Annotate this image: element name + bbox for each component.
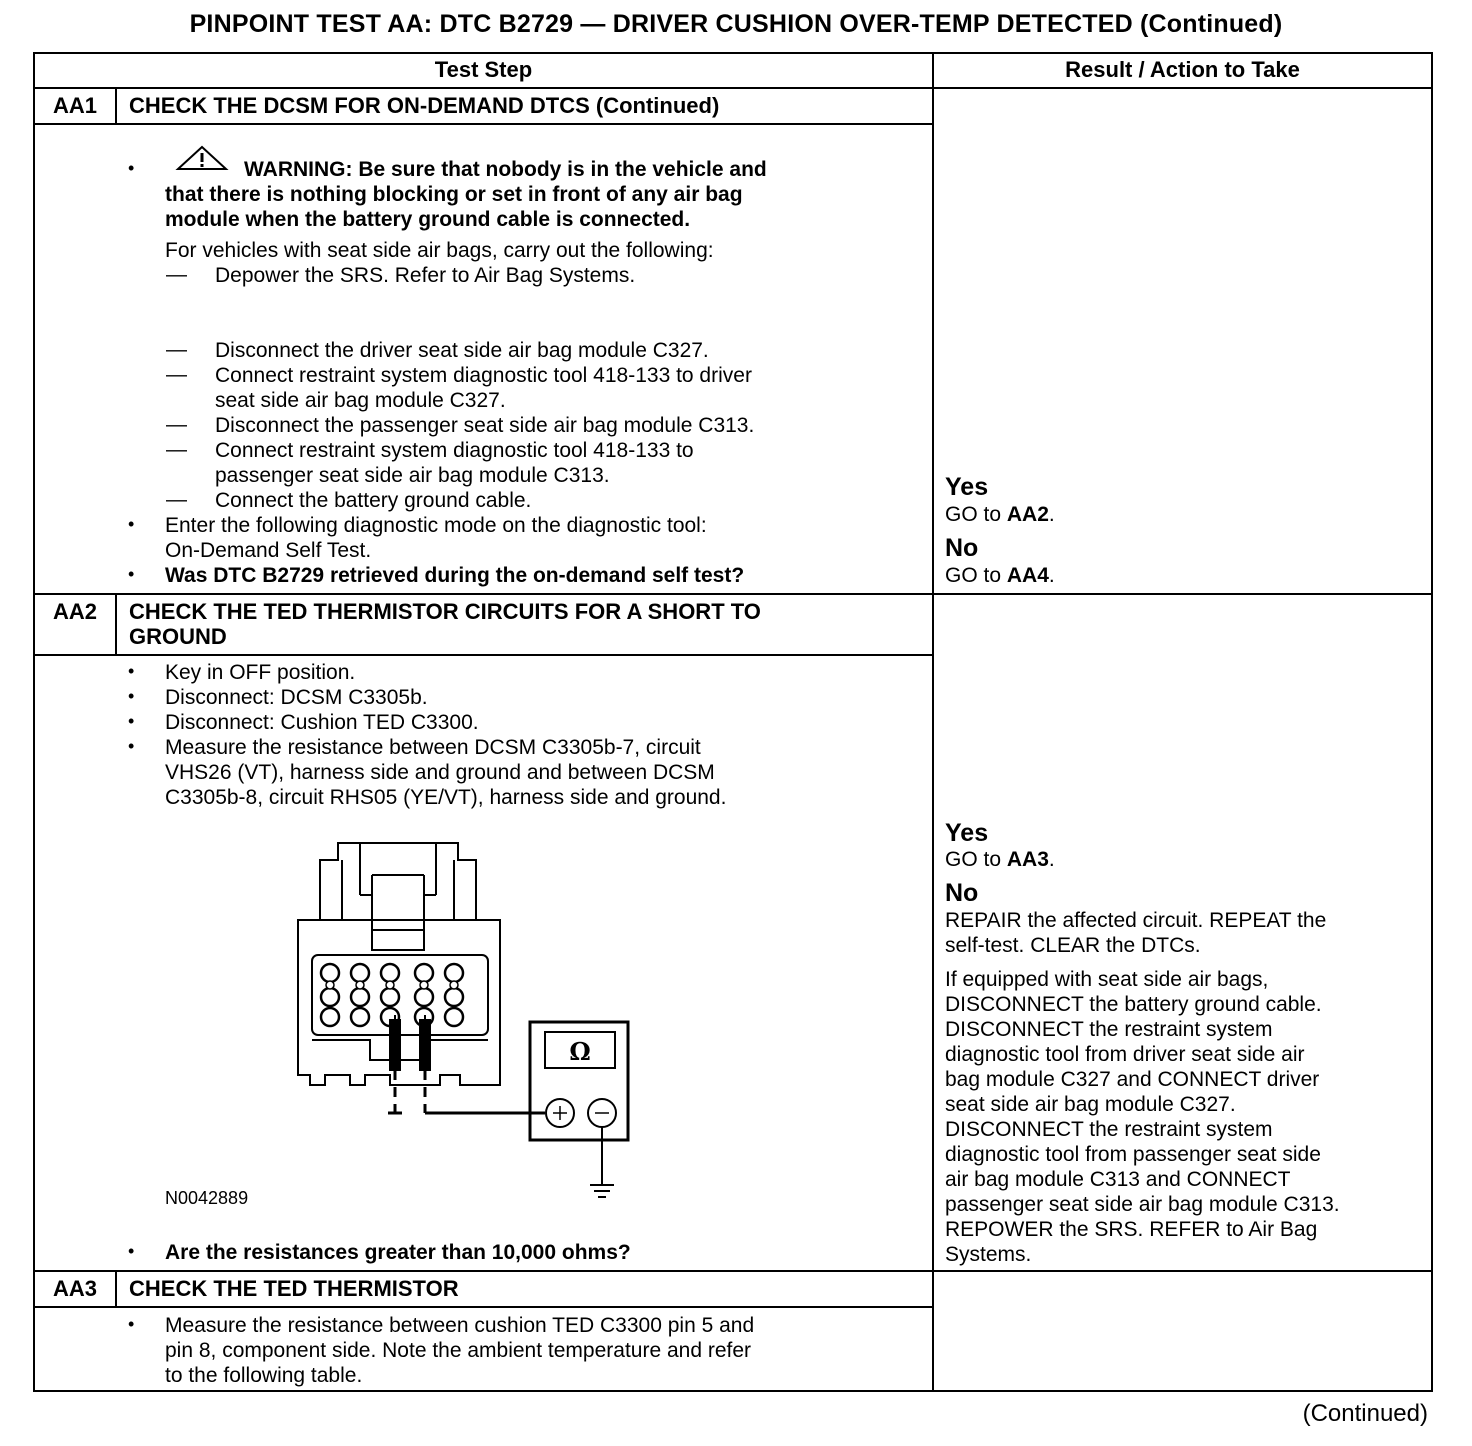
aa2-yes-label: Yes bbox=[945, 819, 989, 847]
aa2-bullet-4a: Measure the resistance between DCSM C3305b-7, circuit bbox=[165, 736, 701, 759]
warning-line-3: module when the battery ground cable is connected. bbox=[165, 208, 691, 231]
meter-symbol: Ω bbox=[569, 1037, 591, 1066]
aa2-note-line: Systems. bbox=[945, 1243, 1032, 1266]
aa2-bullet-3: Disconnect: Cushion TED C3300. bbox=[165, 711, 479, 734]
bullet-dot: • bbox=[128, 564, 135, 584]
aa2-note-line: air bag module C313 and CONNECT bbox=[945, 1168, 1291, 1191]
aa2-question: Are the resistances greater than 10,000 ohms? bbox=[165, 1241, 631, 1264]
bullet-dot: • bbox=[128, 1241, 135, 1261]
aa2-note-line: DISCONNECT the restraint system bbox=[945, 1018, 1273, 1041]
step-title-aa2-line-1: CHECK THE TED THERMISTOR CIRCUITS FOR A SHORT TO bbox=[129, 599, 761, 624]
aa1-yes-label: Yes bbox=[945, 473, 989, 501]
dash-marker: — bbox=[166, 363, 187, 386]
warning-line-2: that there is nothing blocking or set in front of any air bag bbox=[165, 183, 743, 206]
aa1-no-label: No bbox=[945, 534, 979, 562]
figure-id: N0042889 bbox=[165, 1188, 249, 1208]
aa2-note-line: DISCONNECT the battery ground cable. bbox=[945, 993, 1322, 1016]
aa3-title-divider bbox=[33, 1306, 932, 1308]
column-divider bbox=[932, 52, 934, 1392]
aa1-dash-3a: Connect restraint system diagnostic tool 418-133 to driver bbox=[215, 364, 752, 387]
aa1-dash-2: Disconnect the driver seat side air bag module C327. bbox=[215, 339, 709, 362]
bullet-dot: • bbox=[128, 158, 135, 178]
step-id-aa1: AA1 bbox=[52, 93, 97, 118]
aa2-note-line: seat side air bag module C327. bbox=[945, 1093, 1236, 1116]
aa3-bullet-1c: to the following table. bbox=[165, 1364, 363, 1387]
aa1-dash-6: Connect the battery ground cable. bbox=[215, 489, 532, 512]
warning-triangle-icon bbox=[176, 145, 228, 171]
header-result: Result / Action to Take bbox=[1065, 57, 1300, 82]
aa2-bullet-2: Disconnect: DCSM C3305b. bbox=[165, 686, 428, 709]
continued-label: (Continued) bbox=[1302, 1400, 1428, 1427]
aa2-bullet-4c: C3305b-8, circuit RHS05 (YE/VT), harness side and ground. bbox=[165, 786, 727, 809]
step-title-aa2-line-2: GROUND bbox=[129, 624, 227, 649]
step-title-aa3: CHECK THE TED THERMISTOR bbox=[129, 1276, 459, 1301]
aa2-note-line: diagnostic tool from passenger seat side bbox=[945, 1143, 1321, 1166]
dash-marker: — bbox=[166, 488, 187, 511]
aa2-note-line: If equipped with seat side air bags, bbox=[945, 968, 1269, 991]
aa3-bullet-1a: Measure the resistance between cushion TED C3300 pin 5 and bbox=[165, 1314, 755, 1337]
aa1-dash-5a: Connect restraint system diagnostic tool 418-133 to bbox=[215, 439, 694, 462]
aa2-row-divider bbox=[33, 593, 1433, 595]
dash-marker: — bbox=[166, 338, 187, 361]
aa3-id-divider bbox=[115, 1270, 117, 1307]
bullet-dot: • bbox=[128, 736, 135, 756]
header-test-step: Test Step bbox=[434, 57, 533, 82]
bullet-dot: • bbox=[128, 514, 135, 534]
aa2-note-line: bag module C327 and CONNECT driver bbox=[945, 1068, 1320, 1091]
dash-marker: — bbox=[166, 263, 187, 286]
aa2-bullet-1: Key in OFF position. bbox=[165, 661, 356, 684]
aa1-no-action: GO to AA4. bbox=[945, 564, 1055, 587]
aa2-id-divider bbox=[115, 593, 117, 655]
bullet-dot: • bbox=[128, 686, 135, 706]
aa1-yes-action: GO to AA2. bbox=[945, 503, 1055, 526]
bullet-dot: • bbox=[128, 711, 135, 731]
aa2-note-line: passenger seat side air bag module C313. bbox=[945, 1193, 1340, 1216]
page-title: PINPOINT TEST AA: DTC B2729 — DRIVER CUSHION OVER-TEMP DETECTED (Continued) bbox=[189, 10, 1283, 38]
aa2-note-line: DISCONNECT the restraint system bbox=[945, 1118, 1273, 1141]
dash-marker: — bbox=[166, 438, 187, 461]
aa2-note-line: diagnostic tool from driver seat side air bbox=[945, 1043, 1305, 1066]
aa2-note-line: REPOWER the SRS. REFER to Air Bag bbox=[945, 1218, 1318, 1241]
connector-ohmmeter-diagram bbox=[290, 835, 640, 1205]
aa1-dash-3b: seat side air bag module C327. bbox=[215, 389, 506, 412]
aa1-intro: For vehicles with seat side air bags, carry out the following: bbox=[165, 239, 714, 262]
aa1-question: Was DTC B2729 retrieved during the on-demand self test? bbox=[165, 564, 745, 587]
aa1-bullet-2b: On-Demand Self Test. bbox=[165, 539, 372, 562]
aa1-bullet-2a: Enter the following diagnostic mode on the diagnostic tool: bbox=[165, 514, 707, 537]
aa3-row-divider bbox=[33, 1270, 1433, 1272]
aa3-bullet-1b: pin 8, component side. Note the ambient temperature and refer bbox=[165, 1339, 752, 1362]
dash-marker: — bbox=[166, 413, 187, 436]
step-id-aa2: AA2 bbox=[52, 599, 97, 624]
aa2-bullet-4b: VHS26 (VT), harness side and ground and between DCSM bbox=[165, 761, 715, 784]
step-title-aa1: CHECK THE DCSM FOR ON-DEMAND DTCS (Continued) bbox=[129, 93, 720, 118]
header-divider bbox=[33, 87, 1433, 89]
aa2-no-action-1: REPAIR the affected circuit. REPEAT the bbox=[945, 909, 1327, 932]
aa2-title-divider bbox=[33, 654, 932, 656]
warning-line-1: WARNING: Be sure that nobody is in the vehicle and bbox=[244, 158, 767, 181]
aa2-no-label: No bbox=[945, 879, 979, 907]
aa1-dash-4: Disconnect the passenger seat side air bag module C313. bbox=[215, 414, 755, 437]
step-id-aa3: AA3 bbox=[52, 1276, 97, 1301]
aa1-title-divider bbox=[33, 123, 932, 125]
bullet-dot: • bbox=[128, 661, 135, 681]
aa1-dash-1: Depower the SRS. Refer to Air Bag Systems. bbox=[215, 264, 636, 287]
aa1-dash-5b: passenger seat side air bag module C313. bbox=[215, 464, 610, 487]
aa2-yes-action: GO to AA3. bbox=[945, 848, 1055, 871]
bullet-dot: • bbox=[128, 1314, 135, 1334]
aa2-no-action-2: self-test. CLEAR the DTCs. bbox=[945, 934, 1201, 957]
aa1-id-divider bbox=[115, 87, 117, 124]
